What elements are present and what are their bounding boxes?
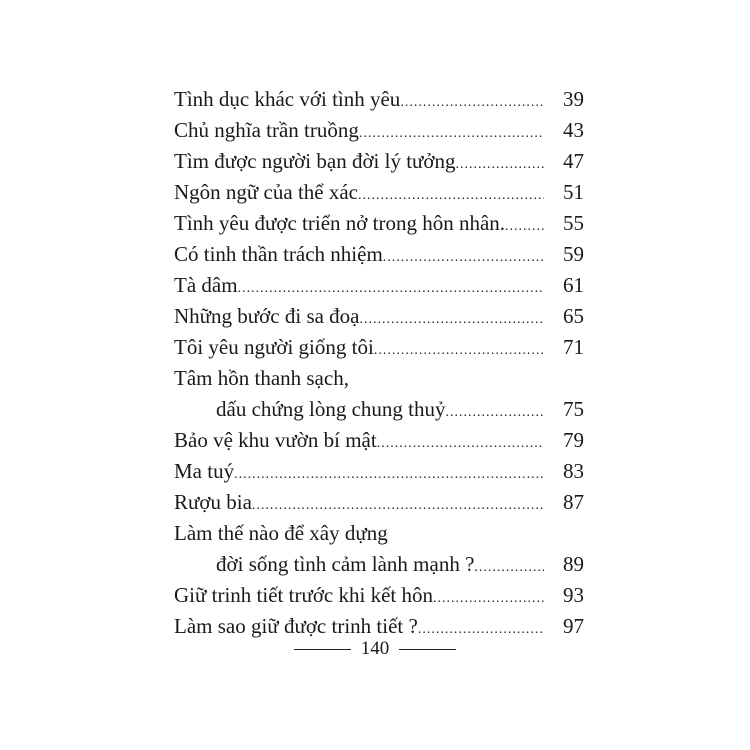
toc-entry-title: Có tinh thần trách nhiệm xyxy=(174,242,383,266)
dot-leader xyxy=(433,583,544,614)
footer-rule-right xyxy=(399,649,456,650)
dot-leader xyxy=(252,490,544,521)
toc-entry-page: 71 xyxy=(563,335,584,359)
toc-entry xyxy=(174,301,584,332)
toc-entry xyxy=(174,239,584,270)
dot-leader xyxy=(238,273,544,304)
toc-entry-page: 61 xyxy=(563,273,584,297)
dot-leader xyxy=(456,149,544,180)
dot-leader xyxy=(377,428,544,459)
toc-entry-title: Tôi yêu người giống tôi xyxy=(174,335,374,359)
toc-entry xyxy=(174,115,584,146)
toc-entry xyxy=(174,208,584,239)
toc-entry-page: 75 xyxy=(563,397,584,421)
table-of-contents xyxy=(174,84,584,642)
toc-entry-page: 65 xyxy=(563,304,584,328)
dot-leader xyxy=(359,118,544,149)
toc-entry-page: 89 xyxy=(563,552,584,576)
toc-entry-title-continued: dấu chứng lòng chung thuỷ xyxy=(216,397,446,421)
toc-entry xyxy=(174,270,584,301)
toc-entry-title: Giữ trinh tiết trước khi kết hôn xyxy=(174,583,433,607)
toc-entry-title: Ma tuý xyxy=(174,459,235,483)
dot-leader xyxy=(446,397,544,428)
toc-entry-page: 87 xyxy=(563,490,584,514)
toc-entry-page: 55 xyxy=(563,211,584,235)
footer-rule-left xyxy=(294,649,351,650)
toc-entry-title: Tình yêu được triển nở trong hôn nhân. xyxy=(174,211,506,235)
page-footer xyxy=(0,638,750,660)
toc-entry xyxy=(174,84,584,115)
toc-entry-title: Bảo vệ khu vườn bí mật xyxy=(174,428,377,452)
dot-leader xyxy=(505,211,544,242)
dot-leader xyxy=(474,552,544,583)
toc-entry-title: Tâm hồn thanh sạch, xyxy=(174,366,349,390)
toc-entry-title: Những bước đi sa đoạ xyxy=(174,304,360,328)
toc-entry-page: 97 xyxy=(563,614,584,638)
toc-entry-page: 93 xyxy=(563,583,584,607)
toc-entry-page: 59 xyxy=(563,242,584,266)
dot-leader xyxy=(234,459,544,490)
toc-entry-heading xyxy=(174,518,584,549)
toc-entry-heading xyxy=(174,363,584,394)
toc-entry-title: Tìm được người bạn đời lý tưởng xyxy=(174,149,456,173)
toc-entry-page: 47 xyxy=(563,149,584,173)
toc-entry-page: 83 xyxy=(563,459,584,483)
toc-entry-title: Làm thế nào để xây dựng xyxy=(174,521,388,545)
toc-entry xyxy=(174,456,584,487)
toc-entry-page: 51 xyxy=(563,180,584,204)
toc-entry-page: 39 xyxy=(563,87,584,111)
toc-entry-title: Ngôn ngữ của thể xác xyxy=(174,180,358,204)
toc-entry-page: 79 xyxy=(563,428,584,452)
page-number: 140 xyxy=(360,638,390,659)
dot-leader xyxy=(383,242,544,273)
dot-leader xyxy=(374,335,544,366)
toc-entry-title: Tình dục khác với tình yêu xyxy=(174,87,401,111)
toc-entry-title: Chủ nghĩa trần truồng xyxy=(174,118,359,142)
toc-entry xyxy=(174,177,584,208)
toc-entry-title: Tà dâm xyxy=(174,273,238,297)
toc-entry xyxy=(174,425,584,456)
toc-entry-title-continued: đời sống tình cảm lành mạnh ? xyxy=(216,552,475,576)
dot-leader xyxy=(358,180,544,211)
toc-entry xyxy=(174,146,584,177)
toc-entry-title: Làm sao giữ được trinh tiết ? xyxy=(174,614,418,638)
dot-leader xyxy=(360,304,544,335)
toc-entry-title: Rượu bia xyxy=(174,490,252,514)
toc-entry xyxy=(174,394,584,425)
toc-entry-page: 43 xyxy=(563,118,584,142)
toc-entry xyxy=(174,487,584,518)
dot-leader xyxy=(400,87,544,118)
toc-entry xyxy=(174,580,584,611)
toc-entry xyxy=(174,332,584,363)
toc-entry xyxy=(174,549,584,580)
